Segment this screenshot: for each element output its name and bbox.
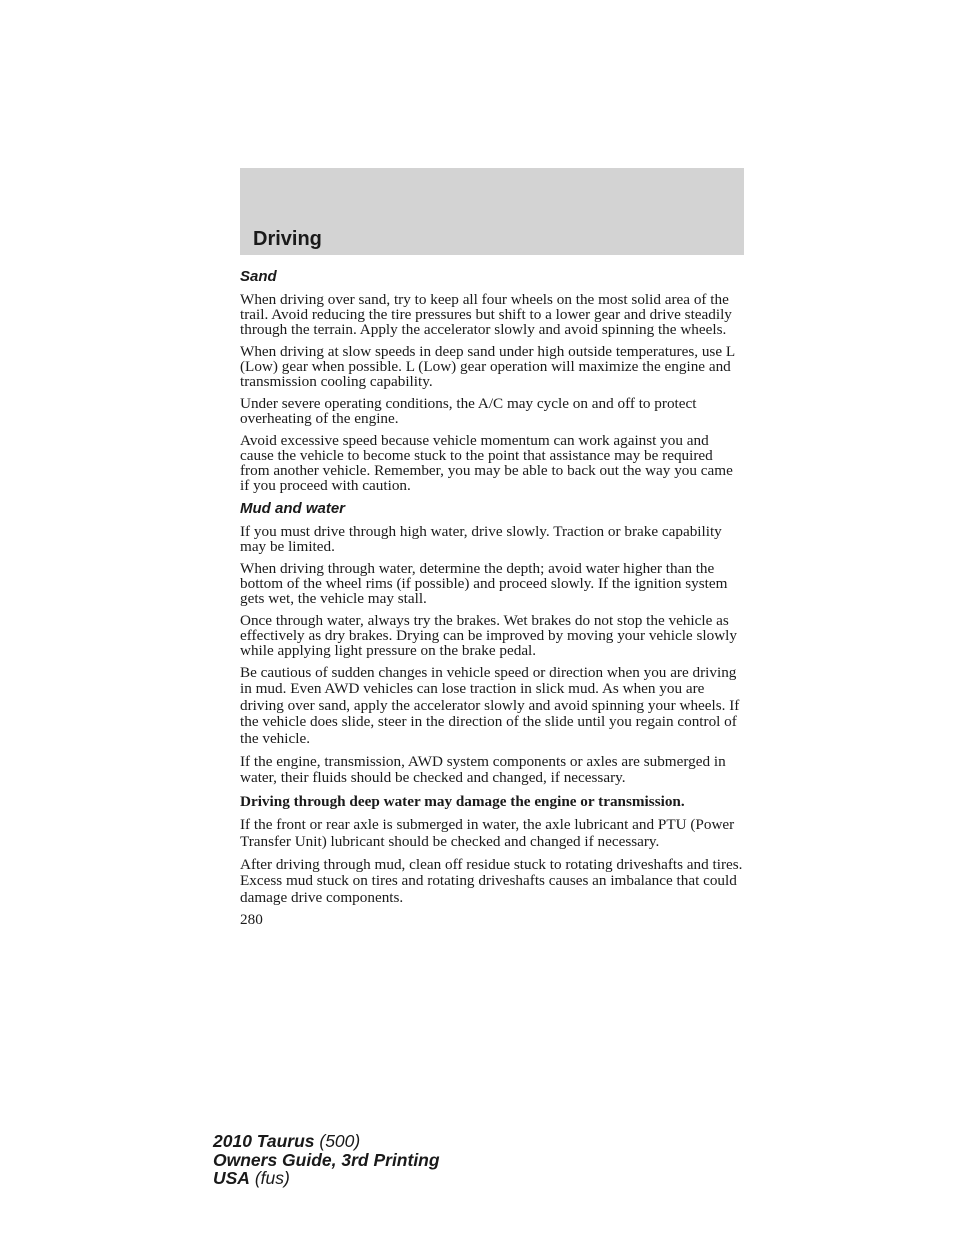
paragraph: When driving over sand, try to keep all four wheels on the most solid area of the trail. Avoid reducing the tire pressures but shift to a lower gear and drive steadily through the terrain. Apply the accelerator slowly and avoid spinning the wheels.	[240, 291, 732, 338]
paragraph: If the front or rear axle is submerged in water, the axle lubricant and PTU (Power Transfer Unit) lubricant should be checked and changed if necessary.	[240, 816, 735, 850]
footer-region-code: (fus)	[254, 1168, 290, 1188]
section-header-band	[240, 168, 744, 255]
footer-line-printing	[213, 1151, 440, 1170]
footer-line-region	[213, 1169, 440, 1188]
publication-footer	[213, 1132, 440, 1188]
footer-region: USA	[213, 1168, 250, 1188]
footer-model: 2010 Taurus	[213, 1131, 315, 1151]
paragraph: When driving at slow speeds in deep sand under high outside temperatures, use L (Low) gear when possible. L (Low) gear operation will maximize the engine and transmission cooling capability.	[240, 343, 735, 390]
sand-heading: Sand	[240, 268, 277, 285]
paragraph: If you must drive through high water, drive slowly. Traction or brake capability may be limited.	[240, 523, 722, 555]
section-title: Driving	[253, 228, 322, 250]
page-content	[240, 268, 745, 934]
paragraph: Under severe operating conditions, the A/C may cycle on and off to protect overheating of the engine.	[240, 395, 697, 427]
footer-printing: Owners Guide, 3rd Printing	[213, 1149, 440, 1170]
footer-model-code: (500)	[319, 1131, 361, 1151]
paragraph: Be cautious of sudden changes in vehicle speed or direction when you are driving in mud. Even AWD vehicles can lose traction in slick mud. As when you are driving over sand, apply the accelerator slowly and avoid spinning your wheels. If the vehicle does slide, steer in the direction of the slide until you regain control of the vehicle.	[240, 664, 740, 747]
paragraph: If the engine, transmission, AWD system components or axles are submerged in water, their fluids should be checked and changed, if necessary.	[240, 753, 726, 787]
warning-text: Driving through deep water may damage the engine or transmission.	[240, 792, 685, 810]
footer-line-model	[213, 1132, 440, 1151]
paragraph: After driving through mud, clean off residue stuck to rotating driveshafts and tires. Excess mud stuck on tires and rotating driveshafts causes an imbalance that could damage drive components.	[240, 856, 743, 906]
paragraph: Once through water, always try the brakes. Wet brakes do not stop the vehicle as effectively as dry brakes. Drying can be improved by moving your vehicle slowly while applying light pressure on the brake pedal.	[240, 612, 737, 659]
paragraph: When driving through water, determine the depth; avoid water higher than the bottom of the wheel rims (if possible) and proceed slowly. If the ignition system gets wet, the vehicle may stall.	[240, 560, 728, 607]
page-number: 280	[240, 911, 263, 929]
mud-and-water-heading: Mud and water	[240, 500, 346, 517]
paragraph: Avoid excessive speed because vehicle momentum can work against you and cause the vehicle to become stuck to the point that assistance may be required from another vehicle. Remember, you may be able to back out the way you came if you proceed with caution.	[240, 432, 733, 494]
